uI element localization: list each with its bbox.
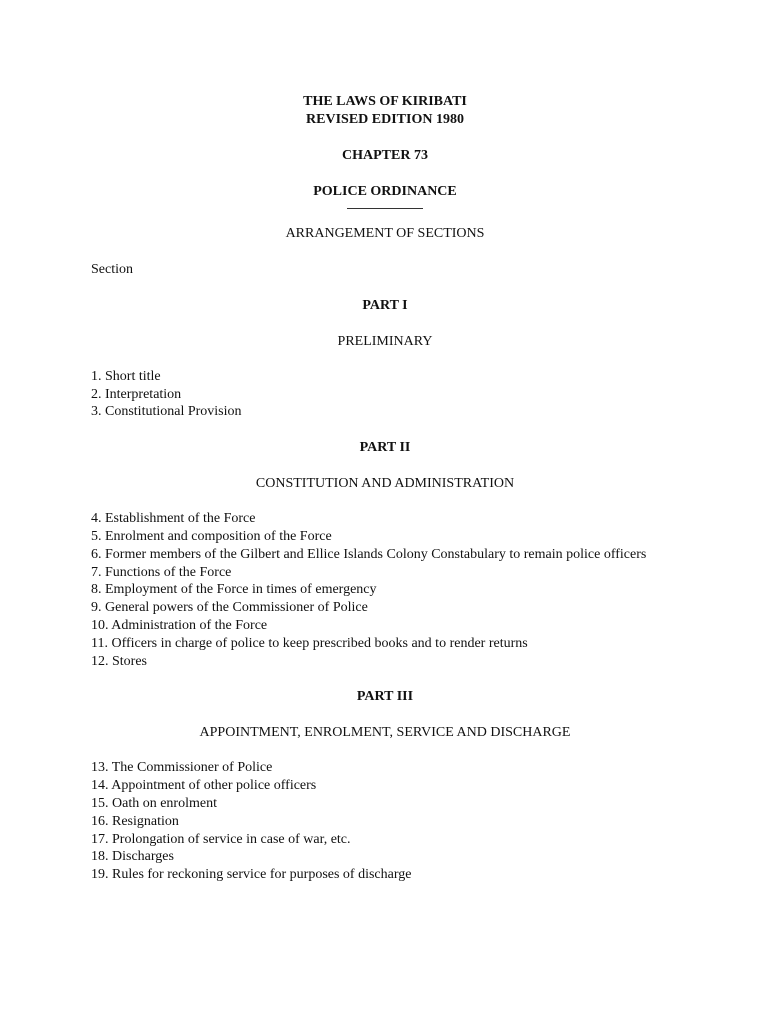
part-subtitle: CONSTITUTION AND ADMINISTRATION bbox=[255, 476, 515, 492]
section-item: 12. Stores bbox=[91, 653, 147, 669]
section-item: 4. Establishment of the Force bbox=[91, 511, 256, 527]
section-item: 10. Administration of the Force bbox=[91, 617, 268, 633]
part-subtitle: APPOINTMENT, ENROLMENT, SERVICE AND DISCHARGE bbox=[199, 725, 571, 741]
section-item: 5. Enrolment and composition of the Force bbox=[91, 528, 332, 544]
section-item: 16. Resignation bbox=[91, 813, 179, 829]
section-item: 8. Employment of the Force in times of emergency bbox=[91, 582, 377, 598]
section-item: 18. Discharges bbox=[91, 849, 174, 865]
document-page bbox=[91, 93, 679, 884]
part-heading: PART III bbox=[356, 689, 414, 705]
part-heading: PART II bbox=[359, 440, 411, 456]
ordinance-title: POLICE ORDINANCE bbox=[313, 184, 457, 199]
section-label: Section bbox=[91, 262, 133, 277]
document-title-line1: THE LAWS OF KIRIBATI bbox=[303, 94, 467, 109]
section-item: 7. Functions of the Force bbox=[91, 564, 232, 580]
section-list bbox=[91, 510, 679, 670]
part-heading: PART I bbox=[362, 297, 408, 313]
section-item: 15. Oath on enrolment bbox=[91, 795, 217, 811]
section-list bbox=[91, 368, 679, 421]
section-item: 6. Former members of the Gilbert and Ellice Islands Colony Constabulary to remain police officers bbox=[91, 546, 647, 562]
section-list bbox=[91, 759, 679, 884]
section-item: 17. Prolongation of service in case of war, etc. bbox=[91, 831, 351, 847]
section-item: 14. Appointment of other police officers bbox=[91, 778, 317, 794]
section-item: 9. General powers of the Commissioner of Police bbox=[91, 600, 368, 616]
section-item: 11. Officers in charge of police to keep prescribed books and to render returns bbox=[91, 635, 528, 651]
title-divider bbox=[347, 208, 423, 209]
document-title-line2: REVISED EDITION 1980 bbox=[306, 112, 464, 127]
section-item: 1. Short title bbox=[91, 368, 161, 384]
section-item: 19. Rules for reckoning service for purposes of discharge bbox=[91, 867, 412, 883]
section-item: 3. Constitutional Provision bbox=[91, 404, 242, 420]
chapter-heading: CHAPTER 73 bbox=[342, 148, 428, 163]
section-item: 13. The Commissioner of Police bbox=[91, 760, 273, 776]
section-item: 2. Interpretation bbox=[91, 386, 182, 402]
arrangement-heading: ARRANGEMENT OF SECTIONS bbox=[285, 226, 485, 241]
part-subtitle: PRELIMINARY bbox=[337, 333, 433, 349]
